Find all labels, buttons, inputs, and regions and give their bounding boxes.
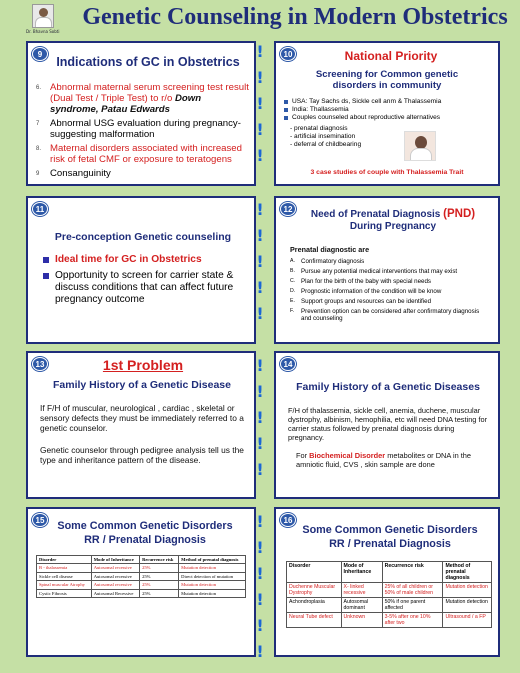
panel-11 <box>26 196 256 344</box>
item-letter: C. <box>290 278 296 284</box>
indication-item <box>36 168 252 179</box>
column-header: Mode of Inheritance <box>91 556 139 564</box>
table-row <box>37 564 246 572</box>
prenatal-benefits-list <box>290 258 490 325</box>
panel-16 <box>274 507 500 657</box>
divider-mark: ! <box>256 590 264 609</box>
bullet-list <box>282 98 492 122</box>
table-cell: Neural Tube defect <box>287 613 342 628</box>
slide-number-badge: 9 <box>32 47 48 61</box>
alternative-item: - artificial insemination <box>290 133 356 141</box>
slide-number-badge: 10 <box>280 47 296 61</box>
table-cell: Mutation detection <box>443 583 492 598</box>
panel-footer: 3 case studies of couple with Thalassemia Trait <box>310 169 464 176</box>
referral-text: If F/H of muscular, neurological , cardiac , skeletal or sensory defects they must be immediately referred to a genetic counselor. <box>40 403 244 433</box>
divider-mark: ! <box>256 356 264 375</box>
divider-mark: ! <box>256 146 264 165</box>
divider-mark: ! <box>256 252 264 271</box>
item-letter: F. <box>290 308 295 314</box>
pedigree-text: Genetic counselor through pedigree analysis tell us the type and inheritance pattern of the disease. <box>40 445 244 465</box>
divider-mark: ! <box>256 564 264 583</box>
panel-10 <box>274 41 500 186</box>
column-header: Disorder <box>287 562 342 583</box>
bullet-item: Couples counseled about reproductive alternatives <box>282 114 492 122</box>
benefit-item <box>290 258 490 265</box>
table-cell: Ultrasound / a FP <box>443 613 492 628</box>
table-cell: Mutation detection <box>179 589 246 597</box>
list-label: Prenatal diagnostic are <box>290 245 370 254</box>
item-text: Prevention option can be considered after confirmatory diagnosis and counseling <box>301 308 480 323</box>
table-row <box>287 598 492 613</box>
item-letter: E. <box>290 298 295 304</box>
divider-mark: ! <box>256 382 264 401</box>
divider-mark: ! <box>256 94 264 113</box>
item-number: 8. <box>36 146 42 152</box>
indication-item <box>36 143 252 165</box>
item-number: 7 <box>36 121 40 127</box>
bullet-item: India: Thallassemia <box>282 106 492 114</box>
patient-photo <box>404 131 436 161</box>
benefit-item <box>290 278 490 285</box>
divider-mark: ! <box>256 226 264 245</box>
table-cell: Autosomal dominant <box>341 598 382 613</box>
table-cell: Duchenne Muscular Dystrophy <box>287 583 342 598</box>
divider-mark: ! <box>256 538 264 557</box>
divider-mark: ! <box>256 120 264 139</box>
table-row <box>37 572 246 580</box>
divider-mark: ! <box>256 512 264 531</box>
item-letter: B. <box>290 268 295 274</box>
alternative-item: - prenatal diagnosis <box>290 125 348 132</box>
item-text: Prognostic information of the condition will be know <box>301 288 442 295</box>
panel-13 <box>26 351 256 499</box>
item-number: 6. <box>36 85 42 91</box>
table-cell: Unknown <box>341 613 382 628</box>
divider-mark: ! <box>256 278 264 297</box>
table-cell: Direct detection of mutation <box>179 572 246 580</box>
panel-title: Indications of GC in Obstetrics <box>56 55 240 69</box>
divider-mark: ! <box>256 200 264 219</box>
benefit-item <box>290 308 490 323</box>
panel-9 <box>26 41 256 186</box>
alternative-list <box>290 125 400 150</box>
panel-title: Need of Prenatal Diagnosis (PND) During Pregnancy <box>310 208 476 232</box>
table-cell: Cystic Fibrosis <box>37 589 92 597</box>
slide-number-badge: 12 <box>280 202 296 216</box>
table-cell: Autosomal recessive <box>91 564 139 572</box>
item-text: Plan for the birth of the baby with special needs <box>301 278 432 285</box>
benefit-item <box>290 268 490 275</box>
panel-subtitle: Family History of a Genetic Disease <box>53 379 231 391</box>
panel-title: National Priority <box>344 49 438 63</box>
column-header: Recurrence risk <box>140 556 179 564</box>
alternative-item: - deferral of childbearing <box>290 141 362 149</box>
table-cell: 3-5% after one 10% after two <box>382 613 443 628</box>
table-cell: 25% <box>140 564 179 572</box>
divider-mark: ! <box>256 42 264 61</box>
table-cell: Mutation detection <box>179 564 246 572</box>
divider-mark: ! <box>256 304 264 323</box>
indication-list <box>36 82 252 182</box>
slide-number-badge: 14 <box>280 357 296 371</box>
poster-header <box>0 0 520 36</box>
panel-12 <box>274 196 500 344</box>
panel-title: Some Common Genetic Disorders RR / Prenatal Diagnosis <box>57 520 233 546</box>
item-number: 9 <box>36 171 40 177</box>
table-row <box>37 581 246 589</box>
preconception-list <box>42 254 248 310</box>
divider-mark: ! <box>256 616 264 635</box>
genetic-disorders-table <box>36 555 246 598</box>
table-cell: Mutation detection <box>179 581 246 589</box>
item-text: Maternal disorders associated with increased risk of fetal CMF or exposure to teratogens <box>50 143 242 165</box>
slide-number-badge: 11 <box>32 202 48 216</box>
panel-title: 1st Problem <box>102 357 184 373</box>
item-text: Confirmatory diagnosis <box>301 258 365 265</box>
author-name: Dr. Bhavna Sobti <box>26 29 60 34</box>
item-text: Pursue any potential medical interventions that may exist <box>301 268 458 275</box>
column-header: Mode of Inheritance <box>341 562 382 583</box>
bullet-item: USA: Tay Sachs ds, Sickle cell anm & Thalassemia <box>282 98 492 106</box>
table-cell: Autosomal Recessive <box>91 589 139 597</box>
table-row <box>287 583 492 598</box>
column-header: Method of prenatal diagnosis <box>443 562 492 583</box>
panel-title: Some Common Genetic Disorders RR / Prenatal Diagnosis <box>302 524 478 550</box>
table-row <box>287 613 492 628</box>
table-cell: 25% <box>140 589 179 597</box>
dna-testing-text: F/H of thalassemia, sickle cell, anemia, duchene, muscular dystrophy, albinism, hemophilia, etc will need DNA testing for carrier status followed by prenatal diagnosis during pregnancy. <box>288 406 488 442</box>
panel-14 <box>274 351 500 499</box>
benefit-item <box>290 288 490 295</box>
table-cell: Autosomal recessive <box>91 581 139 589</box>
divider-mark: ! <box>256 460 264 479</box>
biochemical-text: For Biochemical Disorder metabolites or DNA in the amniotic fluid, CVS , skin sample are done <box>296 451 472 469</box>
table-cell: Autosomal recessive <box>91 572 139 580</box>
panel-15 <box>26 507 256 657</box>
table-row <box>37 589 246 597</box>
table-header-row <box>37 556 246 564</box>
column-header: Method of prenatal diagnosis <box>179 556 246 564</box>
item-text: Support groups and resources can be identified <box>301 298 432 305</box>
genetic-disorders-table <box>286 561 492 628</box>
slide-number-badge: 16 <box>280 513 296 527</box>
table-cell: X- linked recessive <box>341 583 382 598</box>
table-cell: Mutation detection <box>443 598 492 613</box>
divider-mark: ! <box>256 68 264 87</box>
panel-subtitle: Screening for Common genetic disorders in community <box>315 69 459 91</box>
table-cell: B - thalassemia <box>37 564 92 572</box>
divider-mark: ! <box>256 642 264 661</box>
poster-title: Genetic Counseling in Modern Obstetrics <box>82 4 508 30</box>
divider-mark: ! <box>256 434 264 453</box>
column-header: Disorder <box>37 556 92 564</box>
divider-mark: ! <box>256 408 264 427</box>
panel-title: Family History of a Genetic Diseases <box>296 381 480 393</box>
item-text: Abnormal USG evaluation during pregnancy- suggesting malformation <box>50 118 241 140</box>
item-text: Abnormal maternal serum screening test result (Dual Test / Triple Test) to r/o <box>50 82 249 104</box>
indication-item <box>36 82 252 115</box>
item-emphasis: Down syndrome, Patau Edwards <box>50 93 202 115</box>
item-text: Consanguinity <box>50 168 111 179</box>
item-letter: A. <box>290 258 295 264</box>
list-item: Ideal time for GC in Obstetrics <box>42 254 248 266</box>
list-item: Opportunity to screen for carrier state & discuss conditions that can affect future pregnancy outcome <box>42 270 248 306</box>
table-cell: 25% of all children or 50% of male children <box>382 583 443 598</box>
table-cell: 50% if one parent affected <box>382 598 443 613</box>
benefit-item <box>290 298 490 305</box>
item-letter: D. <box>290 288 296 294</box>
slide-number-badge: 13 <box>32 357 48 371</box>
table-cell: Sickle cell disease <box>37 572 92 580</box>
table-cell: 25% <box>140 581 179 589</box>
panel-title: Pre-conception Genetic counseling <box>54 231 232 243</box>
table-cell: Spinal muscular Atrophy <box>37 581 92 589</box>
column-header: Recurrence risk <box>382 562 443 583</box>
slide-number-badge: 15 <box>32 513 48 527</box>
table-header-row <box>287 562 492 583</box>
author-photo <box>32 4 54 28</box>
indication-item <box>36 118 252 140</box>
table-cell: Achondroplasia <box>287 598 342 613</box>
table-cell: 25% <box>140 572 179 580</box>
